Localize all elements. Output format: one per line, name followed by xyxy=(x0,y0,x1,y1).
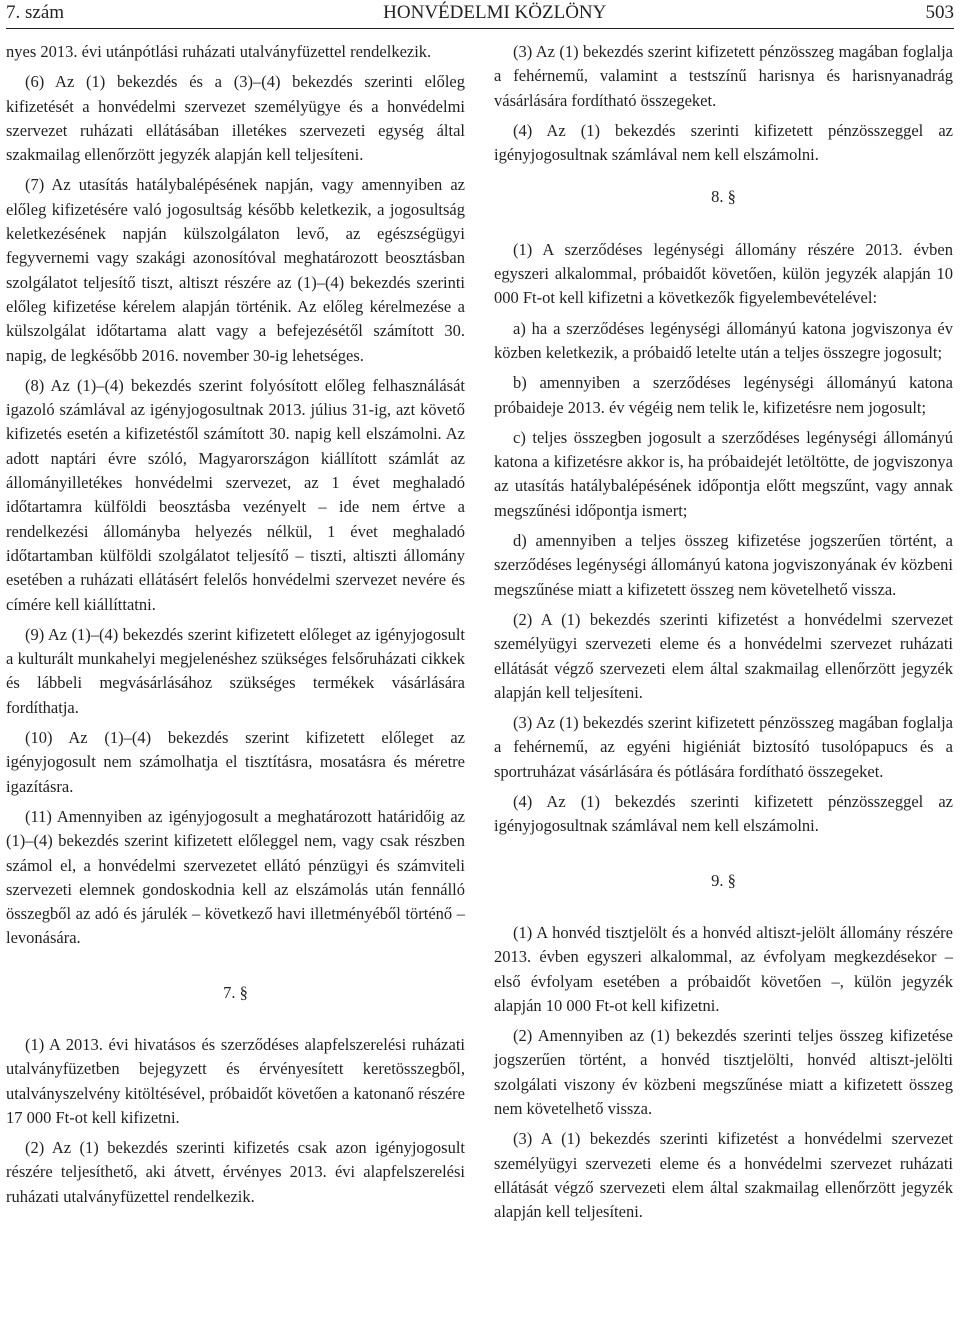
paragraph: (1) A 2013. évi hivatásos és szerződéses alapfelszerelési ruházati utalványfüzetben bejegyzett és érvényesített keretösszegből, utalványszelvény kitöltésével, próbaidőt követően a katonanő részére 17 000 Ft-ot kell kifizetni. xyxy=(6,1034,465,1127)
header-rule xyxy=(6,28,954,29)
list-item: b) amennyiben a szerződéses legénységi állományú katona próbaideje 2013. év végéig nem telik le, kifizetésre nem jogosult; xyxy=(494,373,953,417)
paragraph: (9) Az (1)–(4) bekezdés szerint kifizetett előleget az igényjogosult a kulturált munkahelyi megjelenéshez szükséges felsőruházati cikkek és lábbeli megvásárlásához szükséges termékek vásárlására fordíthatja. xyxy=(6,624,465,717)
paragraph: nyes 2013. évi utánpótlási ruházati utalványfüzettel rendelkezik. xyxy=(6,42,432,61)
left-column xyxy=(6,40,465,1215)
list-item: a) ha a szerződéses legénységi állományú katona jogviszonya év közben keletkezik, a próbaidő letelte után a teljes összegre jogosult; xyxy=(494,318,953,362)
paragraph: (4) Az (1) bekezdés szerinti kifizetett pénzösszeggel az igényjogosultnak számlával nem kell elszámolni. xyxy=(494,120,953,165)
section-heading: 8. § xyxy=(711,187,736,207)
paragraph: (3) A (1) bekezdés szerinti kifizetést a honvédelmi szervezet személyügyi szervezeti eleme és a honvédelmi szervezet ruházati ellátását végző szervezeti elem által szakmailag ellenőrzött jegyzék alapján kell teljesíteni. xyxy=(494,1129,953,1222)
paragraph: (2) Amennyiben az (1) bekezdés szerinti teljes összeg kifizetése jogszerűen történt, a honvéd tisztjelölti, honvéd altiszt-jelölti szolgálati viszony év közbeni megszűnése miatt a kifizetett összeg nem követelhető vissza. xyxy=(494,1026,953,1118)
paragraph: (1) A szerződéses legénységi állomány részére 2013. évben egyszeri alkalommal, próbaidőt követően, külön jegyzék alapján 10 000 Ft-ot kell kifizetni a következők figyelembevételével: xyxy=(494,239,953,308)
paragraph: (7) Az utasítás hatálybalépésének napján, vagy amennyiben az előleg kifizetésére való jogosultság később keletkezik, a jogosultság keletkezésének napján külszolgálaton levő, az egészségügyi fegyvernemi vagy szakági azonosítóval meghatározott beosztásban szolgálatot teljesítő tiszt, altiszt részére az (1)–(4) bekezdés szerinti előleg kifizetése kérelem alapján történik. Az előleg kérelmezése a külszolgálat időtartama alatt vagy a befejezésétől számított 30. napig, de legkésőbb 2016. november 30-ig lehetséges. xyxy=(6,175,465,365)
list-item: d) amennyiben a teljes összeg kifizetése jogszerűen történt, a szerződéses legénységi állományú katona jogviszonyának év közbeni megszűnése miatt a kifizetett összeg nem követelhető vissza. xyxy=(494,531,953,599)
paragraph: (11) Amennyiben az igényjogosult a meghatározott határidőig az (1)–(4) bekezdés szerint kifizetett előleggel nem, vagy csak részben számol el, a honvédelmi szervezetet ellátó pénzügyi és számviteli szervezeti elemnek gondoskodnia kell az elszámolás után fennálló összegből az adó és járulék – következő havi illetményéből történő – levonására. xyxy=(6,806,465,948)
paragraph: (2) Az (1) bekezdés szerinti kifizetés csak azon igényjogosult részére teljesíthető, aki átvett, érvényes 2013. évi alapfelszerelési ruházati utalványfüzettel rendelkezik. xyxy=(6,1138,465,1206)
paragraph: (2) A (1) bekezdés szerinti kifizetést a honvédelmi szervezet személyügyi szervezeti eleme és a honvédelmi szervezet ruházati ellátását végző szervezeti elem által szakmailag ellenőrzött jegyzék alapján kell teljesíteni. xyxy=(494,609,953,702)
journal-title: HONVÉDELMI KÖZLÖNY xyxy=(383,2,607,23)
paragraph: (8) Az (1)–(4) bekezdés szerint folyósított előleg felhasználását igazoló számlával az igényjogosultnak 2013. július 31-ig, azt követő kifizetés esetén a kifizetéstől számított 30. napig kell elszámolni. Az adott naptári évre szóló, Magyarországon kiállított számlát az állományilletékes honvédelmi szervezet, az 1 évet meghaladó időtartamra külföldi beosztásba vezényelt – ide nem értve a rendelkezési állományba helyezés nélkül, 1 évet meghaladó időtartamban külföldi szolgálatot teljesítő – tiszti, altiszti állomány esetében a ruházati ellátásért felelős honvédelmi szervezet nevére és címére kell kiállíttatni. xyxy=(6,375,465,614)
issue-number: 7. szám xyxy=(6,2,65,23)
paragraph: (3) Az (1) bekezdés szerint kifizetett pénzösszeg magában foglalja a fehérnemű, az egyéni higiéniát biztosító tusolópapucs és a sportruházat vásárlására és pótlására fordítható összegeket. xyxy=(494,713,953,781)
paragraph: (10) Az (1)–(4) bekezdés szerint kifizetett előleget az igényjogosult nem számolhatja el tisztításra, mosatásra és méretre igazításra. xyxy=(6,728,465,796)
section-heading: 9. § xyxy=(711,870,736,890)
paragraph: (6) Az (1) bekezdés és a (3)–(4) bekezdés szerinti előleg kifizetését a honvédelmi szervezet személyügye és a honvédelmi szervezet ruházati ellátásában illetékes szervezeti egység által szakmailag ellenőrzött jegyzék alapján kell teljesíteni. xyxy=(6,72,465,165)
paragraph: (3) Az (1) bekezdés szerint kifizetett pénzösszeg magában foglalja a fehérnemű, valamint a testszínű harisnya és harisnyanadrág vásárlására fordítható összegeket. xyxy=(494,42,953,110)
paragraph: (1) A honvéd tisztjelölt és a honvéd altiszt-jelölt állomány részére 2013. évben egyszeri alkalommal, az évfolyam megkezdésekor – első évfolyam esetében a próbaidőt követően –, külön jegyzék alapján 10 000 Ft-ot kell kifizetni. xyxy=(494,922,953,1015)
right-column xyxy=(494,40,953,1230)
page-number: 503 xyxy=(925,2,954,23)
page-header xyxy=(6,0,954,26)
paragraph: (4) Az (1) bekezdés szerinti kifizetett pénzösszeggel az igényjogosultnak számlával nem kell elszámolni. xyxy=(494,792,953,836)
list-item: c) teljes összegben jogosult a szerződéses legénységi állományú katona a kifizetésre akkor is, ha próbaidejét letöltötte, de jogviszonya az utasítás hatálybalépésének időpontja előtt megszűnt, vagy annak megszűnési időpontja ismert; xyxy=(494,427,953,520)
section-heading: 7. § xyxy=(223,982,248,1002)
